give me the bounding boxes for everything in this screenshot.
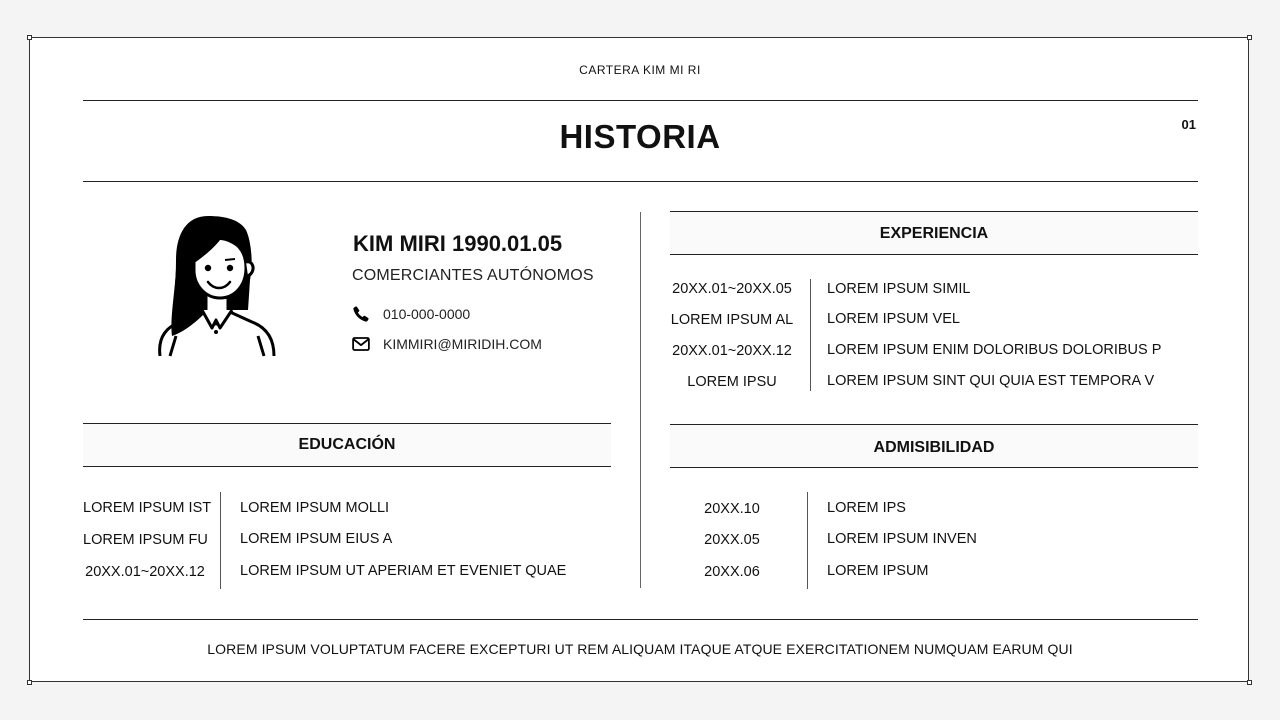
education-section-header — [83, 423, 611, 467]
phone-number: 010-000-0000 — [383, 306, 471, 322]
education-date: LOREM IPSUM FU — [83, 532, 208, 548]
eligibility-table-divider — [807, 492, 808, 589]
eligibility-date: 20XX.05 — [704, 532, 760, 548]
education-table-divider — [220, 492, 221, 589]
experience-section-header — [670, 211, 1198, 255]
frame-corner-handle — [27, 680, 32, 685]
footer-text: LOREM IPSUM VOLUPTATUM FACERE EXCEPTURI UT REM ALIQUAM ITAQUE ATQUE EXERCITATIONEM NUMQUAM EARUM QUI — [207, 641, 1073, 657]
experience-desc: LOREM IPSUM SINT QUI QUIA EST TEMPORA V — [827, 373, 1155, 389]
experience-desc: LOREM IPSUM ENIM DOLORIBUS DOLORIBUS P — [827, 342, 1162, 358]
eligibility-desc: LOREM IPSUM — [827, 563, 929, 579]
title-divider — [83, 181, 1198, 182]
education-date: LOREM IPSUM IST — [83, 500, 212, 516]
phone-icon — [352, 305, 370, 323]
experience-title: EXPERIENCIA — [879, 225, 989, 242]
frame-corner-handle — [27, 35, 32, 40]
education-title: EDUCACIÓN — [298, 436, 396, 453]
avatar-illustration — [150, 210, 282, 360]
footer-divider — [83, 619, 1198, 620]
frame-corner-handle — [1247, 35, 1252, 40]
experience-date: LOREM IPSUM AL — [670, 312, 794, 328]
education-desc: LOREM IPSUM UT APERIAM ET EVENIET QUAE — [240, 563, 567, 579]
frame-corner-handle — [1247, 680, 1252, 685]
education-date: 20XX.01~20XX.12 — [85, 564, 205, 580]
education-desc: LOREM IPSUM MOLLI — [240, 500, 390, 516]
mail-icon — [352, 336, 370, 352]
header-divider — [83, 100, 1198, 101]
eligibility-desc: LOREM IPSUM INVEN — [827, 531, 977, 547]
email-address: KIMMIRI@MIRIDIH.COM — [383, 336, 542, 352]
page-title: HISTORIA — [559, 118, 721, 155]
education-desc: LOREM IPSUM EIUS A — [240, 531, 393, 547]
page-number: 01 — [1181, 117, 1196, 132]
eligibility-date: 20XX.06 — [704, 564, 760, 580]
column-divider — [640, 212, 641, 588]
eligibility-desc: LOREM IPS — [827, 500, 906, 516]
brand-label: CARTERA KIM MI RI — [579, 63, 701, 77]
profile-name: KIM MIRI 1990.01.05 — [353, 231, 563, 256]
experience-desc: LOREM IPSUM VEL — [827, 311, 960, 327]
eligibility-title: ADMISIBILIDAD — [873, 439, 995, 456]
experience-date: 20XX.01~20XX.12 — [672, 343, 792, 359]
experience-date: 20XX.01~20XX.05 — [672, 281, 792, 297]
eligibility-section-header — [670, 424, 1198, 468]
experience-date: LOREM IPSU — [687, 374, 777, 390]
eligibility-date: 20XX.10 — [704, 501, 760, 517]
profile-role: COMERCIANTES AUTÓNOMOS — [352, 267, 594, 284]
experience-table-divider — [810, 279, 811, 391]
experience-desc: LOREM IPSUM SIMIL — [827, 281, 971, 297]
